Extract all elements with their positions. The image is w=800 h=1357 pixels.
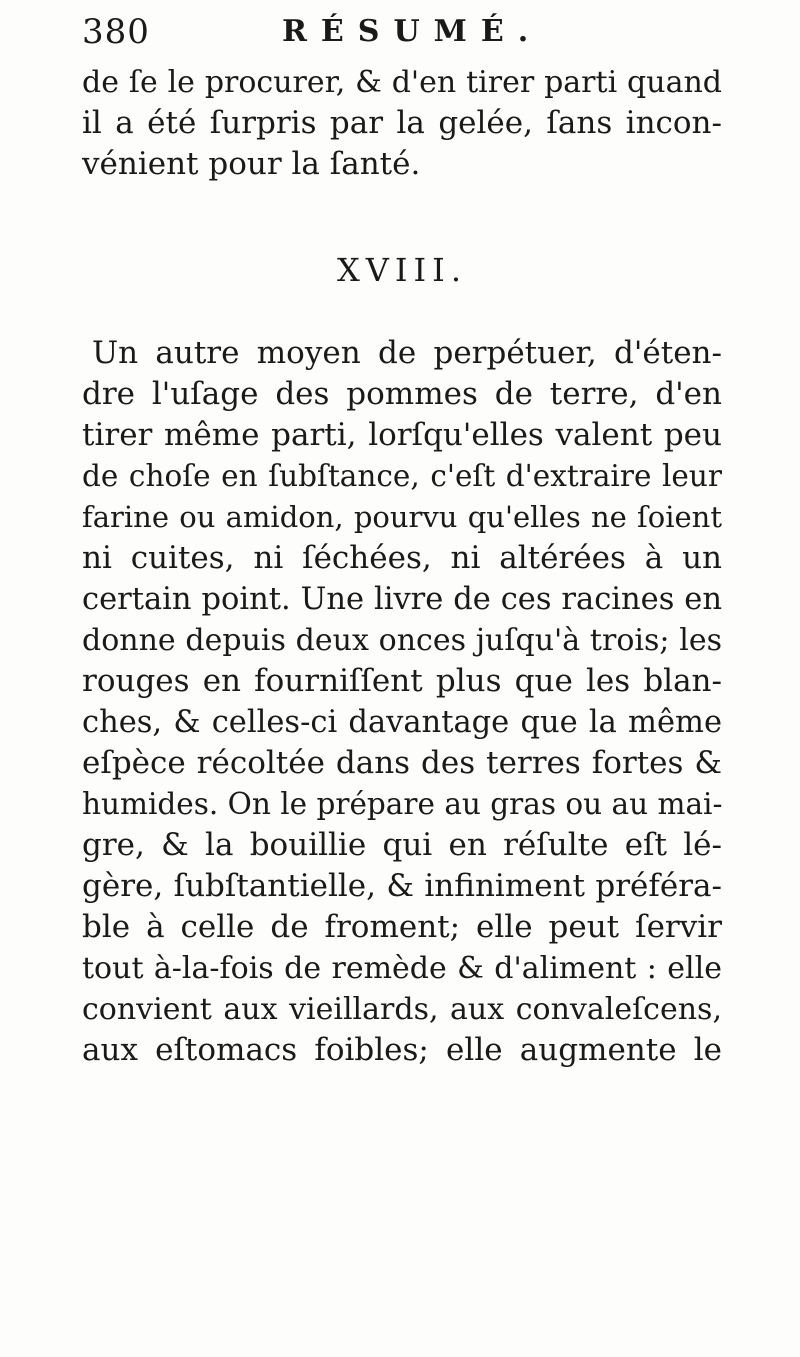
text-line: Un autre moyen de perpétuer, d'éten- <box>92 335 722 371</box>
text-line: de choſe en ſubſtance, c'eſt d'extraire leur <box>82 459 722 493</box>
text-line: de ſe le procurer, & d'en tirer parti quand <box>82 65 722 100</box>
text-line: farine ou amidon, pourvu qu'elles ne ſoient <box>82 500 722 534</box>
section-heading: XVIII. <box>337 251 467 289</box>
text-line: gère, ſubſtantielle, & infiniment préféra- <box>82 868 722 904</box>
text-line: eſpèce récoltée dans des terres fortes & <box>82 745 722 781</box>
intro-paragraph <box>82 62 722 185</box>
page-header <box>82 10 722 58</box>
text-line: tout à-la-fois de remède & d'aliment : elle <box>82 951 722 986</box>
text-line: gre, & la bouillie qui en réſulte eſt lé- <box>82 827 722 863</box>
text-line: ble à celle de froment; elle peut ſervir <box>82 909 722 945</box>
body-paragraph <box>82 333 722 1071</box>
text-line: rouges en fourniſſent plus que les blan- <box>82 663 722 699</box>
text-line: ni cuites, ni ſéchées, ni altérées à un <box>82 540 722 576</box>
text-line: donne depuis deux onces juſqu'à trois; les <box>82 623 722 658</box>
text-line: convient aux vieillards, aux convaleſcens, <box>82 992 722 1027</box>
text-line: dre l'uſage des pommes de terre, d'en <box>82 376 722 412</box>
text-line: il a été ſurpris par la gelée, ſans incon- <box>82 105 722 141</box>
text-line: aux eſtomacs foibles; elle augmente le <box>82 1032 722 1068</box>
text-line: ches, & celles-ci davantage que la même <box>82 705 722 740</box>
text-line: tirer même parti, lorſqu'elles valent peu <box>82 417 722 453</box>
text-line: vénient pour la ſanté. <box>82 146 421 182</box>
running-head: RÉSUMÉ. <box>282 14 543 49</box>
text-line: certain point. Une livre de ces racines en <box>82 582 722 617</box>
page-number: 380 <box>82 12 150 52</box>
text-line: humides. On le prépare au gras ou au mai- <box>82 787 722 821</box>
